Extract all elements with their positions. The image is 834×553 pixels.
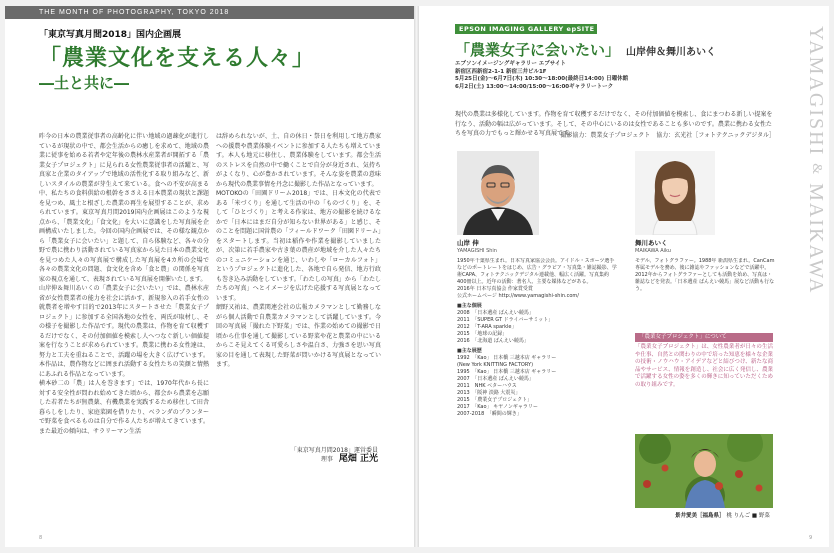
- body-column-2: は辞められないが、土、自の休日・祭日を利用して地方農家への援農や農業体験イベントに参加する人たちも増えています。本人も地元に移住し、農業体験をしています。都会生活のストレスを自然の中で働くことで自分が身近され、気持ちがよくなり、心が豊かされています。そんな姿を農業の意味から現代の農業事情を丹念に撮影した作品となっています。 MOTOKOの「田園ドリーム2018」では、日本文化の代表である「米づくり」を通して生活の中の「ものづくり」を、そして「ひとづくり」と考える作家は、地方の撮影を続けるなかで「日本にはまだ自分が知らない世界がある」と感じ、そのことを問題に国営農の「フィールドワーク「田園ドリーム」をスタートします。当初は稲作や作業を撮影していましたが、次第に若手農家や古き葉の農産が地域を介した人々たちのコミュニケーションを通じ、いわしや「ローカルフォト」というプロジェクトに進化した、各地で自ら発信、地方行政も巻き込み活動をしています。「わたしの写真」から「わたしたちの写真」へとイメージを広げた応援する写真展となっています。 網野又祐は、農業関連会社の広報カメラマンとして勤務しながら個人活動で自農業カメラマンとして活躍しています。今回の写真展「撮れた下野菜」では、作業の始めての撮影で日頃から仕事を通して撮影している野菜や花と農業の中にいるからこそ見えてくる可愛らしさや温白さ、力強さを思い写真家の目を通して表現した野菜が問いかける写真展となっています。: [216, 133, 381, 368]
- caption-yamagishi: [457, 239, 497, 255]
- person2-name: 舞川あいく: [635, 239, 668, 247]
- person1-name: 山岸 伸: [457, 239, 479, 247]
- closing-name: 尾畑 正光: [338, 454, 378, 464]
- exhibit-title: [455, 39, 716, 60]
- project-heading: 「農業女子プロジェクト」について: [635, 333, 773, 342]
- exhibit-authors: 山岸伸＆舞川あいく: [626, 47, 717, 58]
- closing-signature: [234, 446, 378, 464]
- history-heading: ■主な展歴: [457, 348, 482, 354]
- page-number-right: 9: [809, 535, 813, 541]
- project-text: 「農業女子プロジェクト」は、女性農業者が日々の生活や仕事、自然との関わりの中で培った知恵を様々な企業の技術・ノウハウ・アイデアなどと結びつけ、新たな商品やサービス、情報を創造し、社会に広く発信し、農業で活躍する女性の姿を多くの輝きに知っていただくための取り組みです。: [635, 344, 773, 388]
- history-item: (New York KNITTING FACTORY): [457, 362, 534, 368]
- exhibit-item: 2008 「日本遺産 ばんえい競馬」: [457, 310, 534, 316]
- person2-en: MAIKAWA Aiku: [635, 248, 671, 254]
- credit-line: 撮影協力：農業女子プロジェクト 協力：玄光社［フォトテクニックデジタル］: [560, 132, 775, 139]
- person1-bio: 1950年千葉県生まれ。日本写真家協会会員。アイドル・スポーツ選手などのポートレートをはじめ、広告・グラビア・写真集・雑誌撮影、学術CAPA、フォトテクニックデジタル連載他、幅広く活躍。写真集約400冊以上。近年の活動：著名人、主要な媒体などがある。 2016年 日本写真協会 作家賞受賞 公式ホームページ http://www.yamagishi-shin.com/: [457, 258, 617, 299]
- vertical-name-2: MAIKAWA: [805, 183, 827, 295]
- exhibit-heading: ■主な個展: [457, 303, 482, 309]
- vertical-title: [799, 26, 827, 526]
- portrait-yamagishi-illustration: [457, 151, 539, 235]
- exhibit-item: 2011 「SUPER GT ドライバーサミット」: [457, 317, 554, 323]
- history-item: 1995 「Kao」 日本橋 三越本店 ギャラリー: [457, 369, 557, 375]
- body-column-1: 昨今の日本の農業従事者の高齢化に伴い地域の過疎化が進行しているが現状の中で、都会生活からの癒しを求めて、地域の農業に従事を始める若者や定年後の農林水産業者が開拓する「農業女子プロジェクト」に見られる女性農業従事者の活躍と、写真家と企業のタイアップで地域の活性化する取り組みなど、新しいスタイルの農業が芽生えて来ている。食への不安が高まる中、私たちの食料供給の根幹をささえる日本農業の現状と課題を見つめ、風土と根ざした農業の再生を展望することが、求められています。東京写真月間2019国内企画展はこのような視点から、「農業文化」「食文化」を大いに意識をした写真展を企画構成いたしました。今回の国内企画展では、その様な観点から「農業女子に会いたい」と題して、自ら体験など、各々の分野で農に携わり活動されている写真家から見た日本の農業文化を見つめた人々の写真展で構成した写真展を4カ所の会場で各々の農業文化の問題、食文化を含め「食と農」の関係を写真家の視点を通して、表現されている写真展を開催いたします。 山岸伸＆舞川あいくの「農業女子に会いたい」では、農林水産省が女性農業者の能力を社会に活かす、新規参入の若手女性の就農者を増やす目的で2013年にスタートさせた「農業女子プロジェクト」に参加する全国各地の女性を、両氏が取材し、その様子を撮影した作品です。現代の農業は、作物を育て収穫するだけでなく、その付加価値を模索し人へつなぐ新しい価値提案を行なうことが求められています。農業に携わる女性達は、努力と工夫を重ねることで、活躍の場を大きく広げています。本作品は、農作物などに囲まれ活動する女性たちの笑顔と情熱にあふれる作品となっています。 横本砂二の「農」は人を巻きます」では、1970年代から長に対する安全性が問われ始めてきた頃から、都会から農業を志願した若者たちが無農薬、有機農業を実践するため移住して田舎暮らしをしたり、家庭菜園を借りたり、ベランダのプランターで野菜を食べるものは自分で作る人たちが増えてきています。また最近の傾向は、サラリーマン生活: [39, 133, 209, 435]
- caption-maikawa: [635, 239, 671, 255]
- gallery-bar: EPSON IMAGING GALLERY epSITE: [455, 24, 597, 34]
- left-page: [5, 6, 415, 547]
- portrait-maikawa-illustration: [635, 151, 715, 235]
- person1-en: YAMAGISHI Shin: [457, 248, 497, 254]
- exhibit-item: 2015 「地球の記録」: [457, 331, 508, 337]
- orchard-illustration: [635, 434, 773, 508]
- subtitle: ―土と共に―: [39, 74, 130, 92]
- info-line: 6月2日(土) 13:00〜14:00/15:00〜16:00ギャラリートーク: [455, 83, 614, 90]
- bio-maikawa: モデル、フォトグラファー。1988年 新潟県生まれ。CanCam専属モデルを務め、後に雑誌やファッションなどで活躍中。2012年からフォトグラファーとしても活動を始め、写真は・雑誌などを発表。「日本遺産 ばんえい競馬」展など活動も行なう。: [635, 258, 775, 292]
- left-header-bar: THE MONTH OF PHOTOGRAPHY, TOKYO 2018: [5, 6, 415, 19]
- vertical-name-1: YAMAGISHI: [805, 26, 827, 157]
- info-line: 5月25日(金)〜6月7日(木) 10:30〜18:00(最終日14:00) 日曜休館: [455, 76, 629, 82]
- exhibit-item: 2016 「北海道 ばんえい競馬」: [457, 338, 529, 344]
- exhibit-title-text: 「農業女子に会いたい」: [455, 41, 621, 59]
- main-title: 「農業文化を支える人々」: [39, 46, 316, 71]
- history-item: 1992 「Kao」 日本橋 三越本店 ギャラリー: [457, 355, 557, 361]
- closing-role: 理事: [320, 456, 333, 463]
- info-line: 新宿区西新宿2-1-1 新宿三井ビル1F: [455, 68, 547, 75]
- orchard-photo: [635, 434, 773, 508]
- right-page: [419, 6, 829, 547]
- closing-line: 「東京写真月間2018」運営委員: [290, 447, 378, 454]
- history-item: 2011 NHK ベターハウス: [457, 383, 517, 389]
- page-number-left: 8: [39, 535, 43, 541]
- intro-text: 現代の農業は多様化しています。作物を育て収穫するだけでなく、その付加価値を模索し、食にまつわる新しい提案を行なう、活動の幅は広がっています。そして、その中心にいるのは女性であることも多いのです。農業に携わる女性たちを写真の力でもっと輝かせる写真展です。: [455, 111, 773, 137]
- gallery-info: [455, 61, 628, 91]
- exhibit-item: 2012 「T-ARA sparkle」: [457, 324, 517, 330]
- orchard-caption: [675, 512, 770, 520]
- portrait-yamagishi: [457, 151, 539, 235]
- history-item: 2013 「阪神 淡路 大震災」: [457, 390, 521, 396]
- history-item: 2007 「日本遺産 ばんえい競馬」: [457, 376, 534, 382]
- kicker: 「東京写真月間2018」国内企画展: [39, 30, 182, 40]
- info-line: エプソンイメージングギャラリー エプサイト: [455, 61, 566, 67]
- history-item: 2007-2018 「瞬間の輝き」: [457, 411, 522, 417]
- orchard-caption-detail: 桃 りんご ■ 野菜: [726, 513, 770, 519]
- bio-yamagishi: [457, 258, 617, 530]
- orchard-caption-name: 景井愛美［福島県］: [675, 513, 725, 519]
- history-item: 2015 「農業女子プロジェクト」: [457, 397, 533, 403]
- history-item: 2017 「Kao」 キヤノンギャラリー: [457, 404, 538, 410]
- vertical-amp: &: [809, 163, 824, 177]
- portrait-maikawa: [635, 151, 715, 235]
